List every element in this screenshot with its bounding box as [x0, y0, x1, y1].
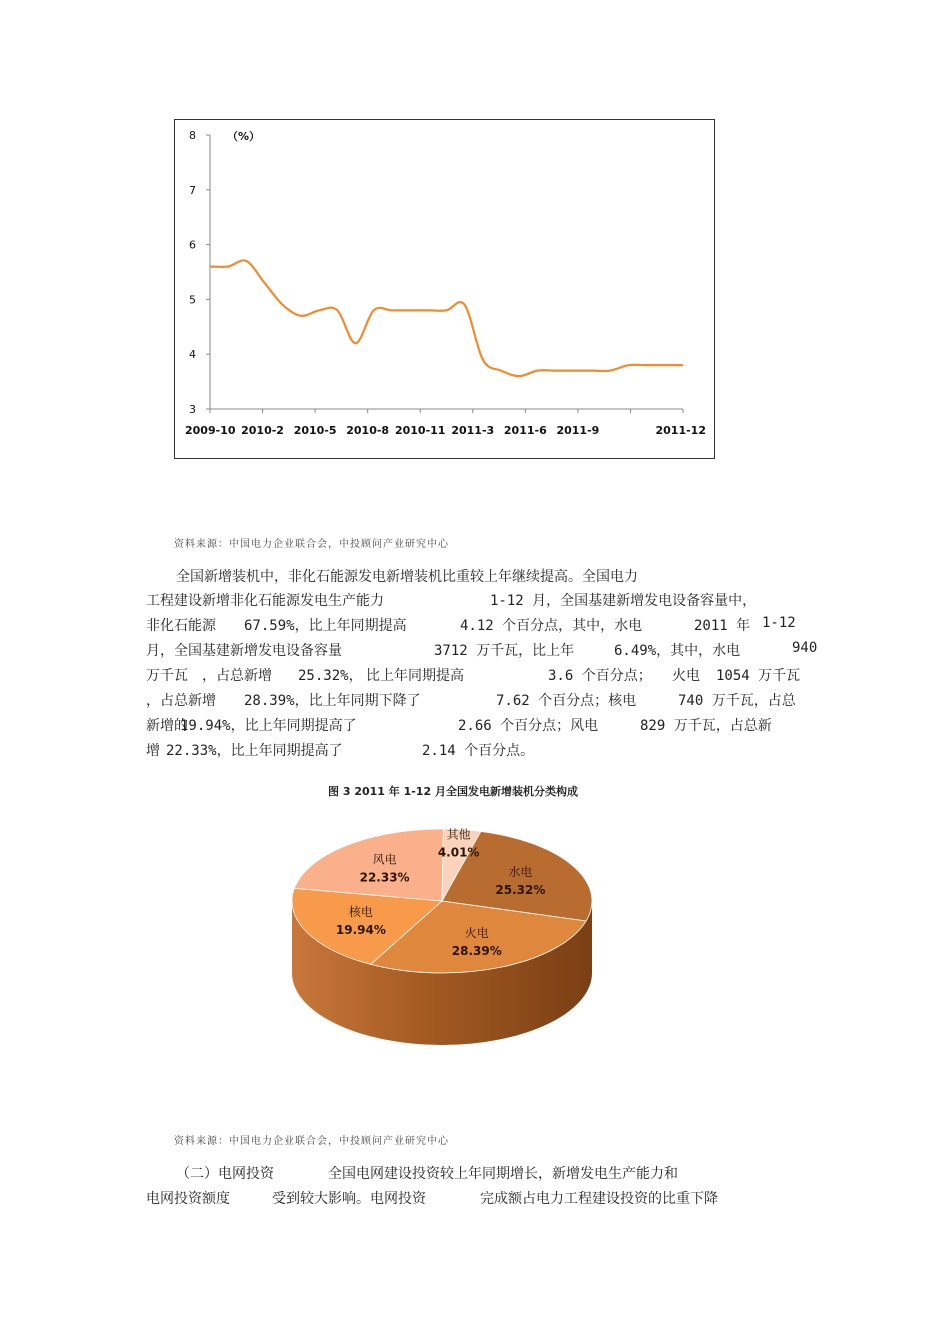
text-fragment: 月，全国基建新增发电设备容量	[146, 643, 342, 659]
y-tick-label: 4	[189, 348, 196, 362]
x-tick-label: 2010-2	[241, 424, 284, 437]
text-fragment: 829 万千瓦，占总新	[640, 718, 772, 734]
text-fragment: 740 万千瓦，占总	[678, 693, 796, 709]
text-fragment: 比上年同期提高	[366, 668, 464, 684]
text-fragment: 2.66 个百分点；风电	[458, 718, 599, 734]
pie-slice-label: 核电	[348, 904, 373, 919]
text-fragment: 全国新增装机中，非化石能源发电新增装机比重较上年继续提高。全国电力	[176, 569, 638, 585]
pie-slice-percentage: 25.32%	[495, 882, 546, 897]
text-fragment: 1-12	[762, 615, 796, 631]
figure-source-caption-1: 资料来源：中国电力企业联合会，中投顾问产业研究中心	[174, 539, 449, 550]
text-fragment: ，占总新增	[146, 693, 216, 709]
pie-slice-percentage: 19.94%	[335, 922, 386, 937]
paragraph-2-line-2	[146, 1188, 846, 1208]
text-fragment: 3712 万千瓦，比上年	[434, 643, 575, 659]
y-tick-label: 3	[189, 403, 196, 416]
text-fragment: 受到较大影响。电网投资	[272, 1191, 426, 1207]
text-fragment: 2011 年	[694, 618, 751, 634]
paragraph-2-line-1	[176, 1163, 876, 1183]
x-tick-label: 2010-11	[394, 424, 446, 437]
series-line	[210, 260, 683, 376]
pie-slice-percentage: 28.39%	[451, 943, 502, 958]
text-fragment: 1054 万千瓦	[716, 668, 801, 684]
text-fragment: 28.39%，比上年同期下降了	[244, 693, 421, 709]
text-fragment: 25.32%，	[298, 668, 363, 684]
text-fragment: 火电	[672, 668, 700, 684]
text-fragment: 3.6 个百分点；	[548, 668, 652, 684]
text-fragment: 6.49%，其中，水电	[614, 643, 741, 659]
text-fragment: 万千瓦	[146, 668, 188, 684]
y-axis-unit-label: （%）	[227, 130, 261, 143]
figure-source-caption-2: 资料来源：中国电力企业联合会，中投顾问产业研究中心	[174, 1136, 449, 1147]
paragraph-1-line-4	[146, 640, 846, 660]
x-tick-label: 2011-9	[556, 424, 600, 437]
text-fragment: 19.94%，比上年同期提高了	[180, 718, 357, 734]
text-fragment: 1-12 月，全国基建新增发电设备容量中，	[490, 593, 757, 609]
text-fragment: 电网投资额度	[146, 1191, 230, 1207]
text-fragment: 增	[146, 743, 160, 759]
text-fragment: 非化石能源	[146, 618, 216, 634]
text-fragment: 7.62 个百分点；核电	[496, 693, 637, 709]
paragraph-1-line-6	[146, 690, 846, 710]
y-tick-label: 6	[189, 238, 196, 252]
paragraph-1-line-1	[176, 566, 876, 586]
paragraph-1-line-7	[146, 715, 846, 735]
pie-slice-label: 火电	[464, 925, 489, 940]
text-fragment: 完成额占电力工程建设投资的比重下降	[480, 1191, 718, 1207]
paragraph-1-line-2	[146, 590, 846, 610]
pie-slice-label: 水电	[508, 864, 533, 879]
pie-slice-percentage: 22.33%	[359, 870, 410, 885]
paragraph-1-line-3	[146, 615, 846, 635]
pie-chart-title: 图 3 2011 年 1-12 月全国发电新增装机分类构成	[328, 785, 578, 798]
x-tick-label: 2009-10	[185, 424, 236, 437]
text-fragment: 67.59%，比上年同期提高	[244, 618, 407, 634]
text-fragment: 2.14 个百分点。	[422, 743, 535, 759]
pie-slice-percentage: 4.01%	[437, 845, 480, 860]
pie-slice-label: 其他	[446, 827, 471, 842]
x-tick-label: 2011-12	[655, 424, 706, 437]
paragraph-1-line-5	[146, 665, 846, 685]
text-fragment: 工程建设新增非化石能源发电生产能力	[146, 593, 384, 609]
line-chart-svg	[175, 120, 716, 460]
x-tick-label: 2011-3	[451, 424, 495, 437]
y-tick-label: 5	[189, 293, 196, 307]
y-tick-label: 8	[189, 129, 196, 142]
pie-slice-label: 风电	[372, 852, 397, 867]
line-chart	[174, 119, 715, 459]
pie-chart	[270, 815, 620, 1065]
paragraph-1-line-8	[146, 740, 846, 760]
x-tick-label: 2010-5	[293, 424, 337, 437]
text-fragment: 4.12 个百分点，其中，水电	[460, 618, 643, 634]
text-fragment: ，占总新增	[202, 668, 272, 684]
text-fragment: 全国电网建设投资较上年同期增长，新增发电生产能力和	[328, 1166, 678, 1182]
text-fragment: （二）电网投资	[176, 1166, 274, 1182]
x-tick-label: 2010-8	[346, 424, 390, 437]
text-fragment: 940	[792, 640, 818, 656]
x-tick-label: 2011-6	[503, 424, 547, 437]
text-fragment: 22.33%，比上年同期提高了	[166, 743, 343, 759]
text-fragment: 新增的	[146, 718, 188, 734]
y-tick-label: 7	[189, 183, 196, 197]
pie-slice	[294, 829, 443, 901]
